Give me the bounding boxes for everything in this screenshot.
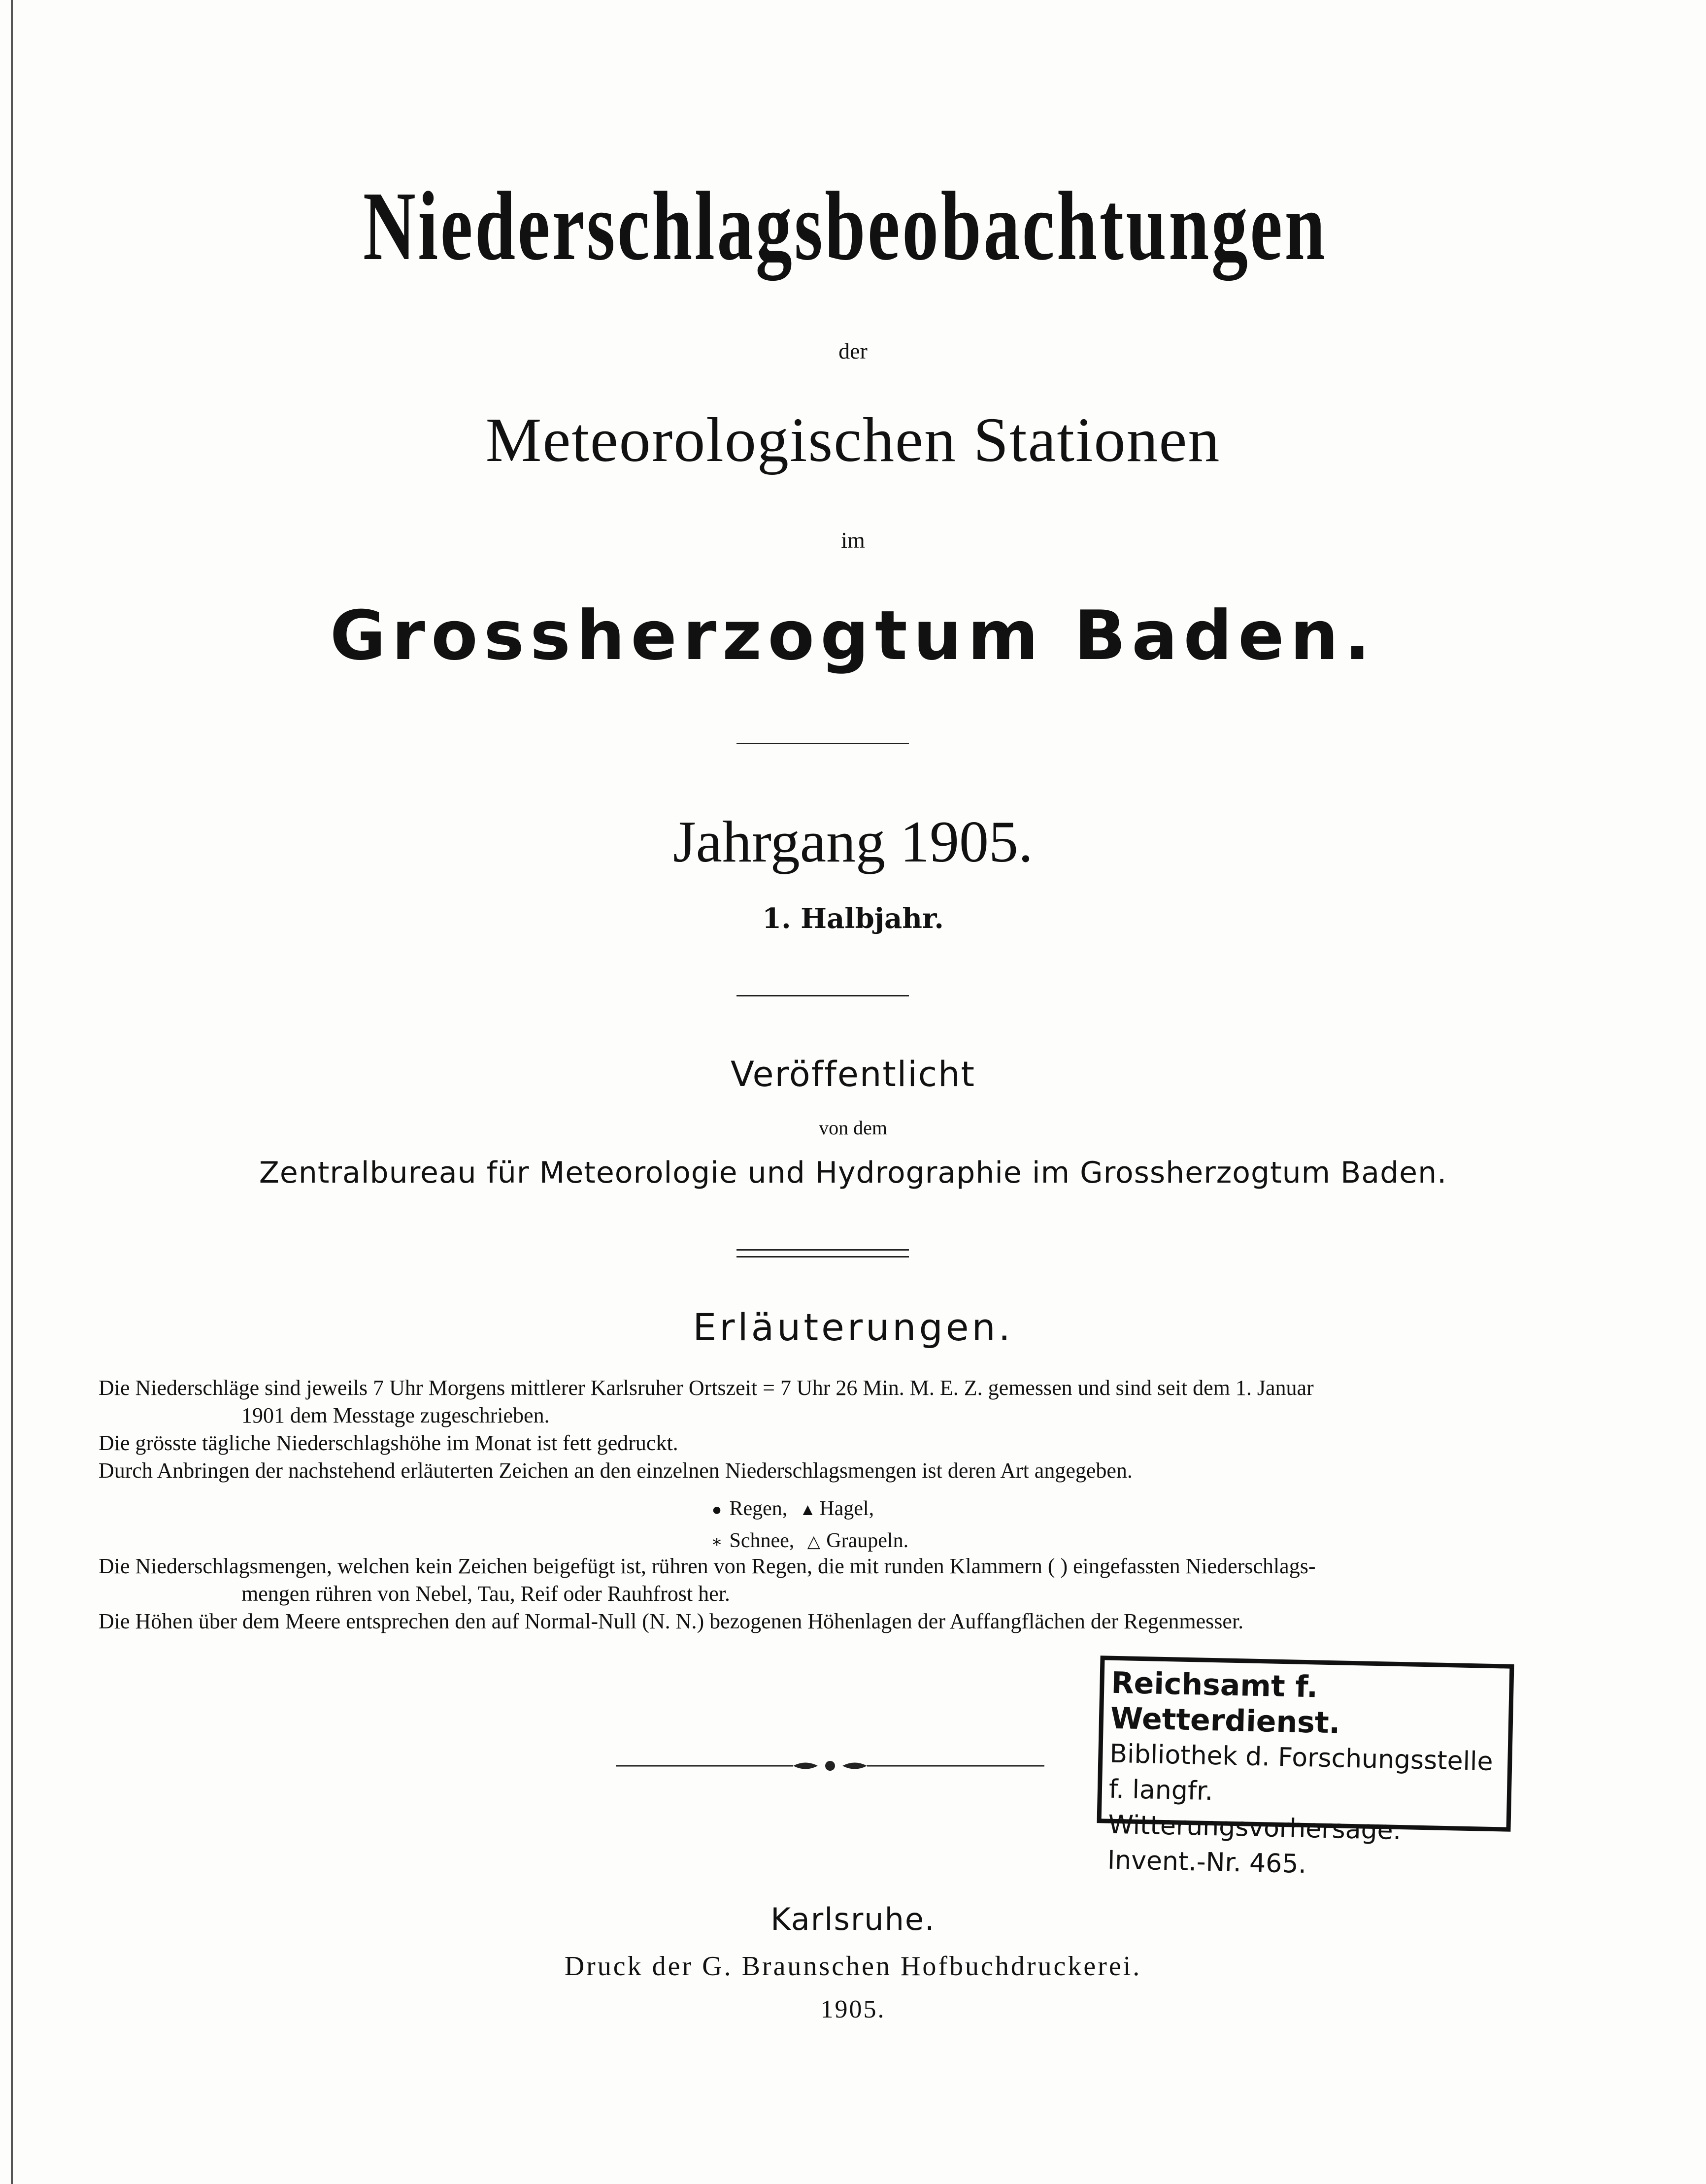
hail-triangle-icon: ▲ bbox=[799, 1501, 816, 1519]
by-label: von dem bbox=[819, 1117, 887, 1139]
main-title: Niederschlagsbeobachtungen bbox=[363, 172, 1328, 281]
imprint-printer: Druck der G. Braunschen Hofbuchdruckerei. bbox=[564, 1951, 1142, 1982]
stamp-line-4: Invent.-Nr. 465. bbox=[1107, 1845, 1307, 1880]
graupel-triangle-icon: △ bbox=[807, 1533, 820, 1551]
explanation-block-bottom bbox=[99, 1553, 1557, 1635]
divider-double-bottom bbox=[736, 1256, 909, 1257]
explanation-block-top bbox=[99, 1374, 1557, 1485]
rain-dot-icon: ● bbox=[711, 1501, 722, 1519]
symbol-rain-label: Regen, bbox=[729, 1497, 788, 1520]
library-stamp bbox=[1097, 1655, 1514, 1880]
symbol-legend bbox=[709, 1493, 908, 1557]
stamp-line-1: Reichsamt f. Wetterdienst. bbox=[1110, 1665, 1341, 1741]
institution-line: Meteorologischen Stationen bbox=[485, 405, 1221, 475]
divider-rule-2 bbox=[736, 995, 909, 996]
explanation-p4-line2: mengen rühren von Nebel, Tau, Reif oder Rauhfrost her. bbox=[241, 1582, 730, 1606]
connector-der: der bbox=[838, 338, 868, 364]
snow-asterisk-icon: ∗ bbox=[711, 1533, 723, 1551]
explanation-p1-line1: Die Niederschläge sind jeweils 7 Uhr Morgens mittlerer Karlsruher Ortszeit = 7 Uhr 26 Min. M. E. Z. gemessen und sind seit dem 1. Januar bbox=[99, 1376, 1314, 1400]
imprint-city: Karlsruhe. bbox=[770, 1901, 936, 1937]
divider-double-top bbox=[736, 1249, 909, 1251]
stamp-line-2: Bibliothek d. Forschungsstelle bbox=[1109, 1739, 1494, 1777]
year-heading: Jahrgang 1905. bbox=[672, 809, 1033, 874]
imprint-year: 1905. bbox=[820, 1995, 886, 2023]
explanation-p3: Durch Anbringen der nachstehend erläuterten Zeichen an den einzelnen Niederschlagsmengen ist deren Art angegeben. bbox=[99, 1458, 1133, 1483]
explanations-heading: Erläuterungen. bbox=[693, 1305, 1013, 1349]
symbol-snow-label: Schnee, bbox=[729, 1529, 795, 1552]
stamp-line-3: f. langfr. Witterungsvorhersage. bbox=[1107, 1774, 1402, 1846]
symbol-row-1 bbox=[709, 1493, 908, 1525]
half-year-label: 1. Halbjahr. bbox=[762, 902, 944, 935]
symbol-graupel-label: Graupeln. bbox=[826, 1529, 909, 1552]
symbol-hail-label: Hagel, bbox=[819, 1497, 874, 1520]
ornament-divider bbox=[616, 1749, 1044, 1783]
region-line: Grossherzogtum Baden. bbox=[330, 596, 1376, 675]
connector-im: im bbox=[841, 528, 865, 553]
divider-rule-1 bbox=[736, 743, 909, 744]
explanation-p1-line2: 1901 dem Messtage zugeschrieben. bbox=[241, 1403, 550, 1427]
explanation-p5: Die Höhen über dem Meere entsprechen den auf Normal-Null (N. N.) bezogenen Höhenlagen der Auffangflächen der Regenmesser. bbox=[99, 1609, 1244, 1633]
publisher-office: Zentralbureau für Meteorologie und Hydrographie im Grossherzogtum Baden. bbox=[259, 1156, 1447, 1190]
explanation-p2: Die grösste tägliche Niederschlagshöhe im Monat ist fett gedruckt. bbox=[99, 1431, 678, 1455]
explanation-p4-line1: Die Niederschlagsmengen, welchen kein Zeichen beigefügt ist, rühren von Regen, die mit runden Klammern ( ) eingefassten Niederschlags- bbox=[99, 1554, 1316, 1578]
published-label: Veröffentlicht bbox=[731, 1054, 975, 1094]
